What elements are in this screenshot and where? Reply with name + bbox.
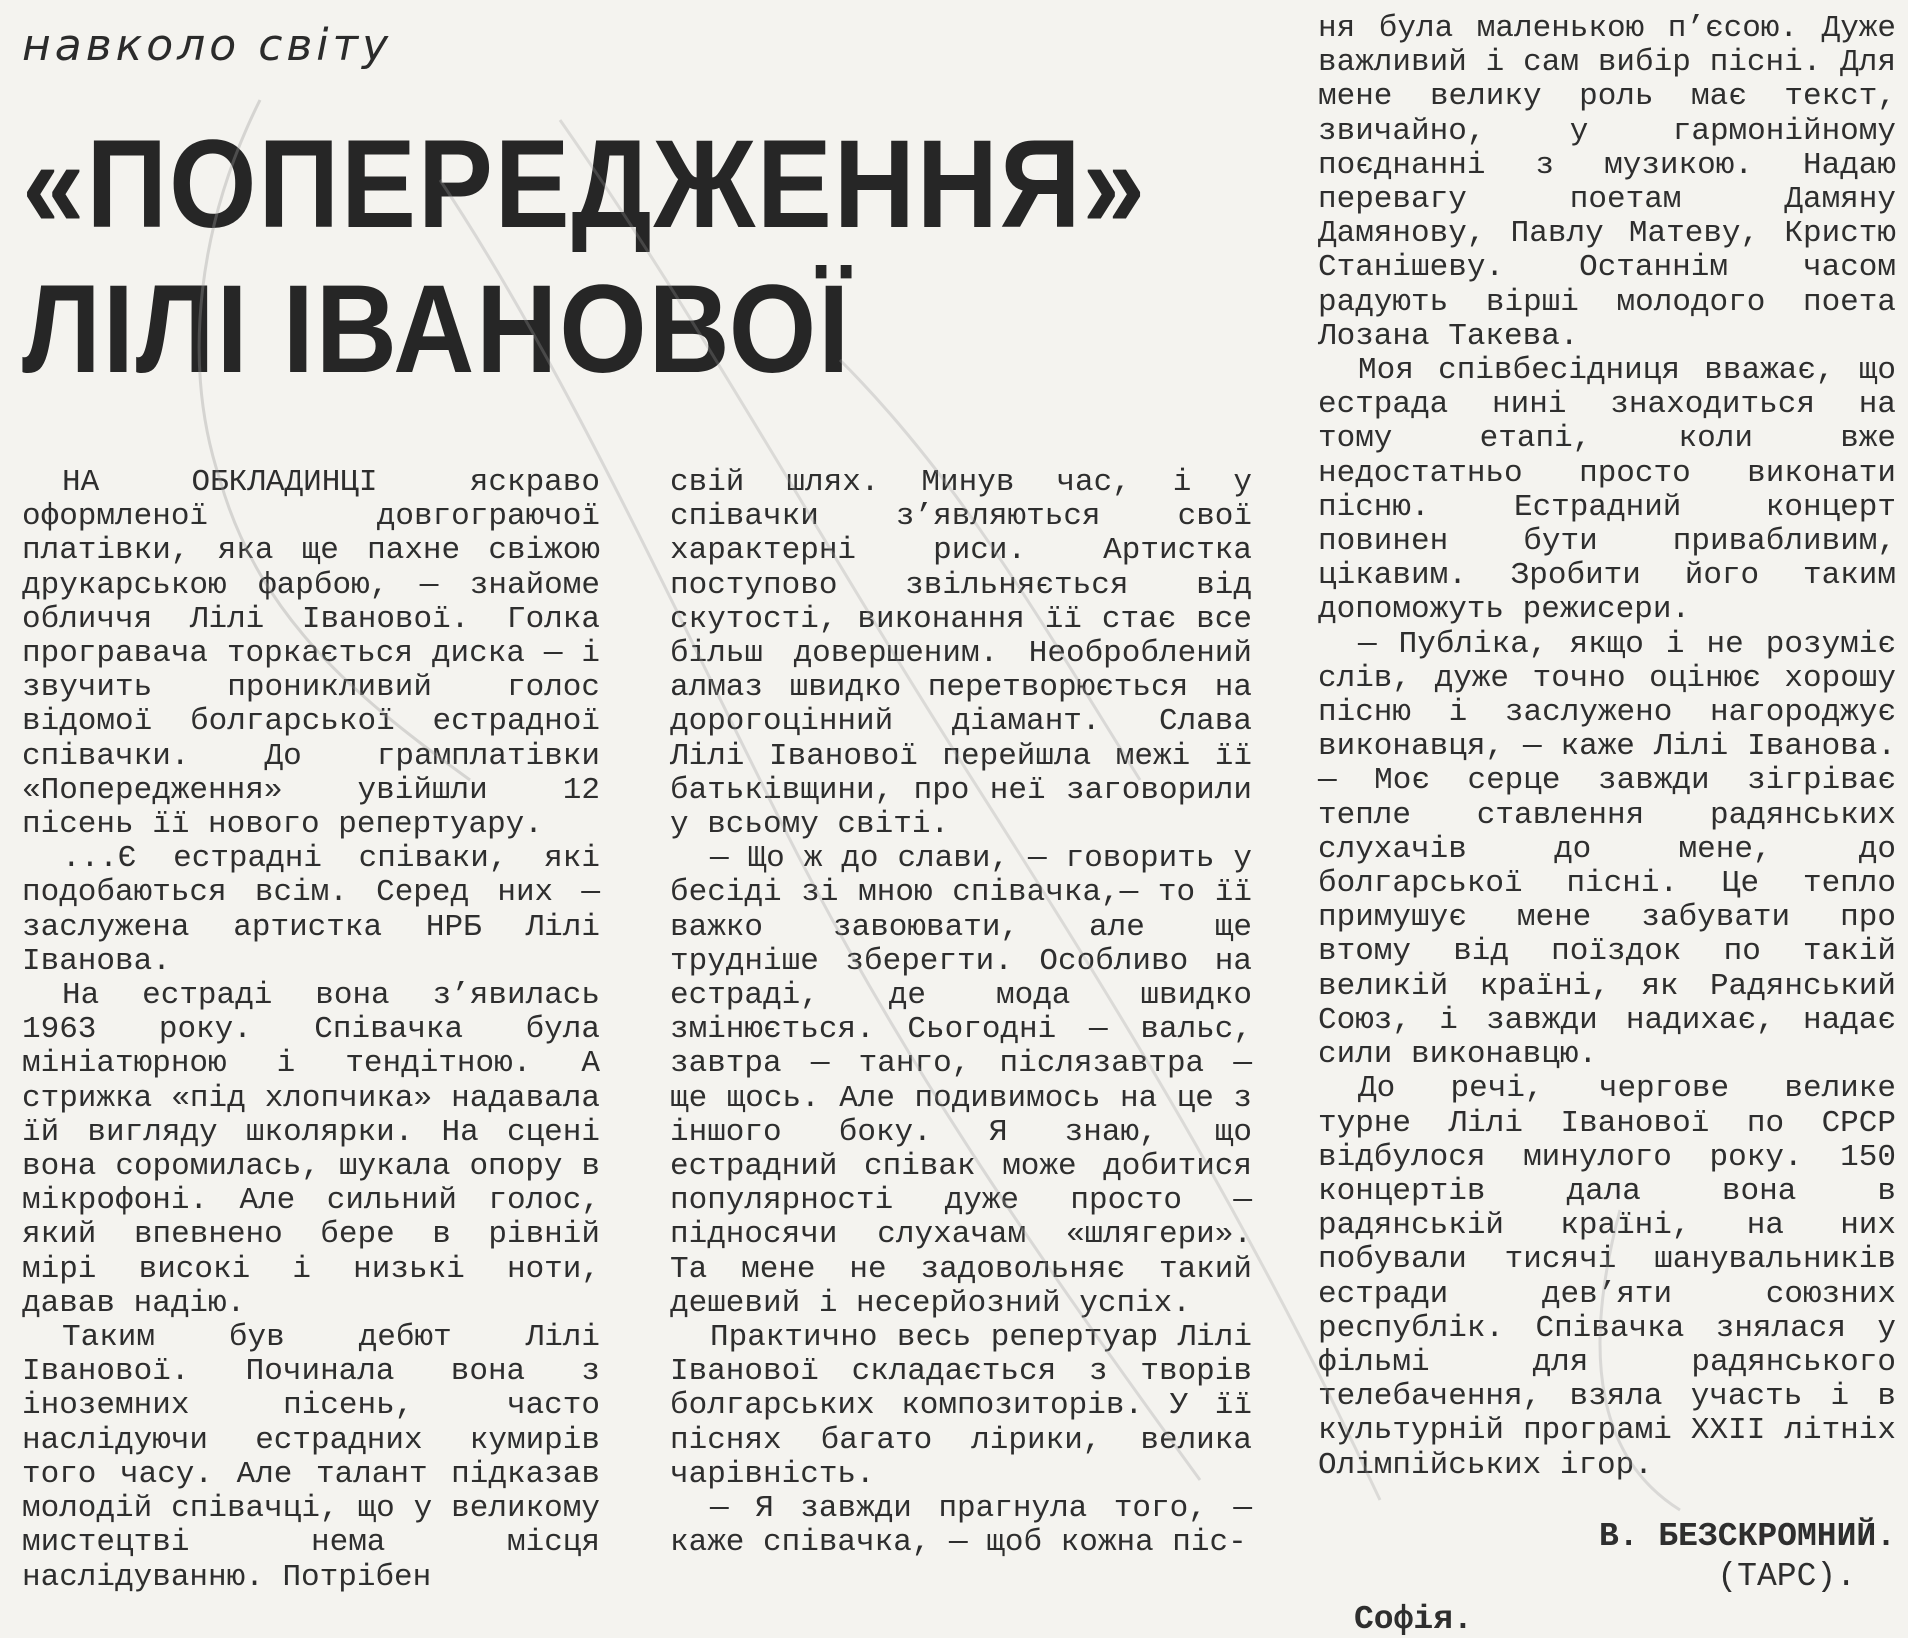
paragraph-continued: ня була маленькою п’єсою. Дуже важливий і сам вибір пісні. Для мене велику роль має текст, звичайно, у гармонійному поєднанні з музикою. Надаю перевагу поетам Дамяну Дамянову, Павлу Матеву, Кристю Станішеву. Останнім часом радують вірші молодого поета Лозана Такева. — [1318, 11, 1896, 354]
paragraph-continued: свій шлях. Минув час, і у співачки з’являються свої характерні риси. Артистка поступово звільняється від скутості, виконання її стає все більш довершеним. Необроблений алмаз швидко перетворюється на дорогоцінний діамант. Слава Лілі Іванової перейшла межі її батьківщини, про неї заговорили у всьому світі. — [670, 465, 1252, 843]
headline-line-1: «ПОПЕРЕДЖЕННЯ» — [22, 115, 1147, 254]
paragraph: НА ОБКЛАДИНЦІ яскраво оформленої довгограючої платівки, яка ще пахне свіжою друкарською фарбою, — знайоме обличчя Лілі Іванової. Голка програвача торкається диска — і звучить проникливий голос відомої болгарської естрадної співачки. До грамплатівки «Попередження» увійшли 12 пісень її нового репертуару. — [22, 465, 600, 843]
dateline-city: Софія. — [1354, 1600, 1473, 1638]
paragraph: На естраді вона з’явилась 1963 року. Співачка була мініатюрною і тендітною. А стрижка «під хлопчика» надавала їй вигляду школярки. На сцені вона соромилась, шукала опору в мікрофоні. Але сильний голос, який впевнено бере в рівній мірі високі і низькі ноти, давав надію. — [22, 978, 600, 1321]
paragraph: ...Є естрадні співаки, які подобаються всім. Серед них — заслужена артистка НРБ Лілі Іванова. — [22, 841, 600, 979]
news-agency: (ТАРС). — [1717, 1557, 1856, 1595]
paragraph: — Публіка, якщо і не розуміє слів, дуже точно оцінює хорошу пісню і заслужено нагороджує виконавця, — каже Лілі Іванова. — Моє серце завжди зігріває тепле ставлення радянських слухачів до мене, до болгарської пісні. Це тепло примушує мене забувати про втому від поїздок по такій великій країні, як Радянський Союз, і завжди надихає, надає сили виконавцю. — [1318, 626, 1896, 1073]
paragraph: Таким був дебют Лілі Іванової. Починала вона з іноземних пісень, часто наслідуючи естрадних кумирів того часу. Але талант підказав молодій співачці, що у великому мистецтві нема місця наслідуванню. Потрібен — [22, 1320, 600, 1595]
article-headline — [22, 112, 1165, 402]
article-column-3 — [1318, 12, 1896, 1637]
author-signature: В. БЕЗСКРОМНИЙ. — [1598, 1517, 1896, 1555]
paragraph: До речі, чергове велике турне Лілі Іванової по СРСР відбулося минулого року. 150 концертів дала вона в радянській країні, на них побували тисячі шанувальників естради дев’яти союзних республік. Співачка знялася у фільмі для радянського телебачення, взяла участь і в культурній програмі XXII літніх Олімпійських ігор. — [1318, 1071, 1896, 1483]
headline-line-2: ЛІЛІ ІВАНОВОЇ — [22, 260, 851, 399]
section-rubric: навколо світу — [22, 20, 393, 71]
paragraph: — Що ж до слави, — говорить у бесіді зі мною співачка,— то її важко завоювати, але ще трудніше зберегти. Особливо на естраді, де мода швидко змінюється. Сьогодні — вальс, завтра — танго, післязавтра — ще щось. Але подивимось на це з іншого боку. Я знаю, що естрадний співак може добитися популярності дуже просто — підносячи слухачам «шлягери». Та мене не задовольняє такий дешевий і несерйозний успіх. — [670, 841, 1252, 1321]
paragraph: Моя співбесідниця вважає, що естрада нині знаходиться на тому етапі, коли вже недостатньо просто виконати пісню. Естрадний концерт повинен бути привабливим, цікавим. Зробити його таким допоможуть режисери. — [1318, 353, 1896, 628]
paragraph: — Я завжди прагнула того, — каже співачка, — щоб кожна піс- — [670, 1491, 1252, 1561]
article-column-2 — [670, 466, 1252, 1561]
article-column-1 — [22, 466, 600, 1595]
paragraph: Практично весь репертуар Лілі Іванової складається з творів болгарських композиторів. У її піснях багато лірики, велика чарівність. — [670, 1320, 1252, 1492]
